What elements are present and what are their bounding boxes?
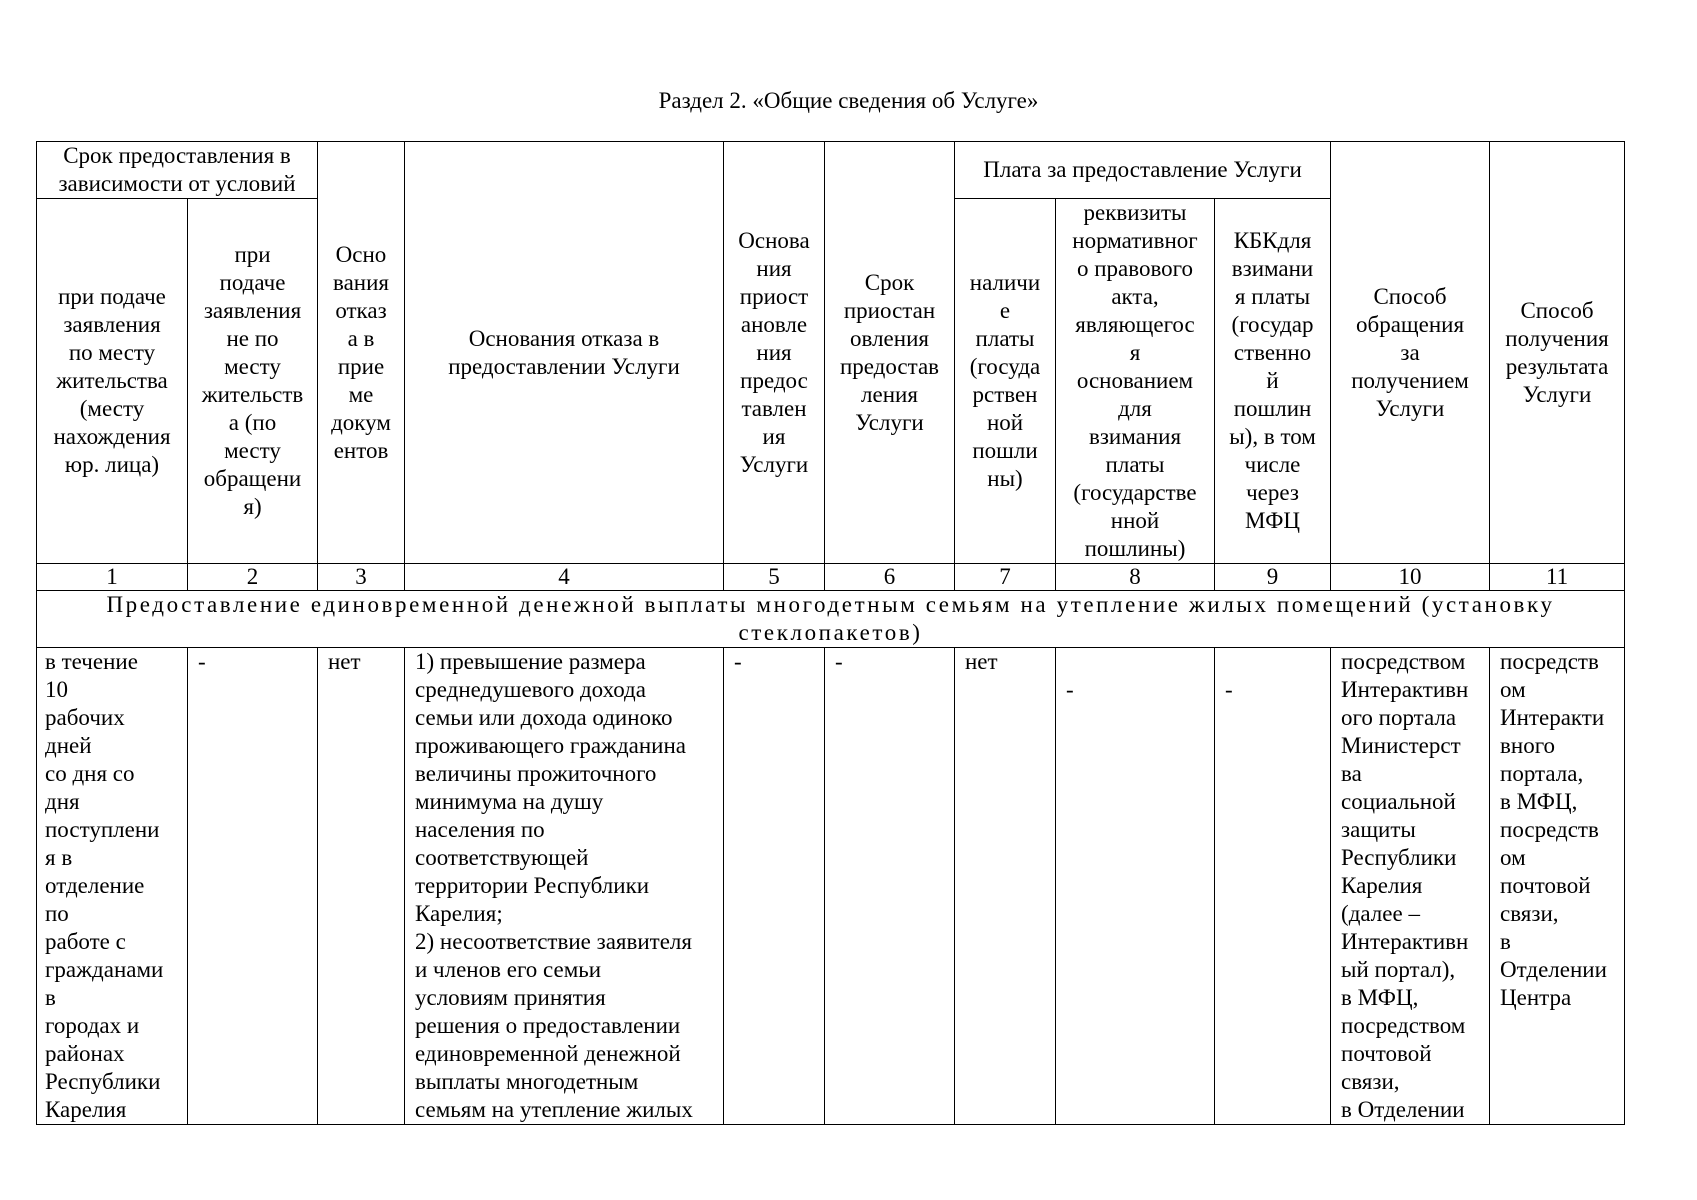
header-col-3: Осно вания отказ а в прие ме докум ентов [318,142,405,564]
cell-suspend-reasons: - [724,648,825,1125]
cell-apply-method: посредством Интерактивн ого портала Министерст ва социальной защиты Республики Карелия (далее – Интерактивн ый портал), в МФЦ, посредством почтовой связи, в Отделении [1331,648,1490,1125]
column-number: 7 [955,564,1056,591]
section-row [37,591,1625,648]
header-fee-group: Плата за предоставление Услуги [955,142,1331,199]
table-row [37,648,1625,1125]
column-number-row [37,564,1625,591]
column-number: 10 [1331,564,1490,591]
column-number: 5 [724,564,825,591]
header-col-7: наличи е платы (госуда рствен ной пошли ны) [955,199,1056,564]
column-number: 1 [37,564,188,591]
cell-suspend-term: - [825,648,955,1125]
service-info-table [36,141,1625,1125]
header-col-6: Срок приостан овления предостав ления Услуги [825,142,955,564]
column-number: 9 [1215,564,1331,591]
cell-result-method: посредств ом Интеракти вного портала, в МФЦ, посредств ом почтовой связи, в Отделении Центра [1490,648,1625,1125]
cell-fee-present: нет [955,648,1056,1125]
column-number: 3 [318,564,405,591]
section-title: Предоставление единовременной денежной выплаты многодетным семьям на утепление жилых помещений (установку стеклопакетов) [37,591,1625,648]
header-col-2: при подаче заявления не по месту жительств а (по месту обращени я) [188,199,318,564]
cell-refuse-docs: нет [318,648,405,1125]
header-col-9: КБКдля взимани я платы (государ ственно й пошлин ы), в том числе через МФЦ [1215,199,1331,564]
header-col-4: Основания отказа в предоставлении Услуги [405,142,724,564]
column-number: 4 [405,564,724,591]
header-col-1: при подаче заявления по месту жительства (месту нахождения юр. лица) [37,199,188,564]
header-col-8: реквизиты нормативног о правового акта, являющегос я основанием для взимания платы (государстве нной пошлины) [1056,199,1215,564]
cell-refuse-service: 1) превышение размера среднедушевого дохода семьи или дохода одиноко проживающего гражданина величины прожиточного минимума на душу населения по соответствующей территории Республики Карелия; 2) несоответствие заявителя и членов его семьи условиям принятия решения о предоставлении единовременной денежной выплаты многодетным семьям на утепление жилых [405,648,724,1125]
column-number: 11 [1490,564,1625,591]
header-col-10: Способ обращения за получением Услуги [1331,142,1490,564]
cell-term-other: - [188,648,318,1125]
header-term-group: Срок предоставления в зависимости от условий [37,142,318,199]
cell-term-residence: в течение 10 рабочих дней со дня со дня поступлени я в отделение по работе с гражданами в городах и районах Республики Карелия [37,648,188,1125]
cell-fee-act: - [1056,648,1215,1125]
header-row-group [37,142,1625,199]
column-number: 8 [1056,564,1215,591]
page-title: Раздел 2. «Общие сведения об Услуге» [658,88,1039,113]
column-number: 2 [188,564,318,591]
header-col-5: Основа ния приост ановле ния предос тавлен ия Услуги [724,142,825,564]
column-number: 6 [825,564,955,591]
cell-kbk: - [1215,648,1331,1125]
header-col-11: Способ получения результата Услуги [1490,142,1625,564]
